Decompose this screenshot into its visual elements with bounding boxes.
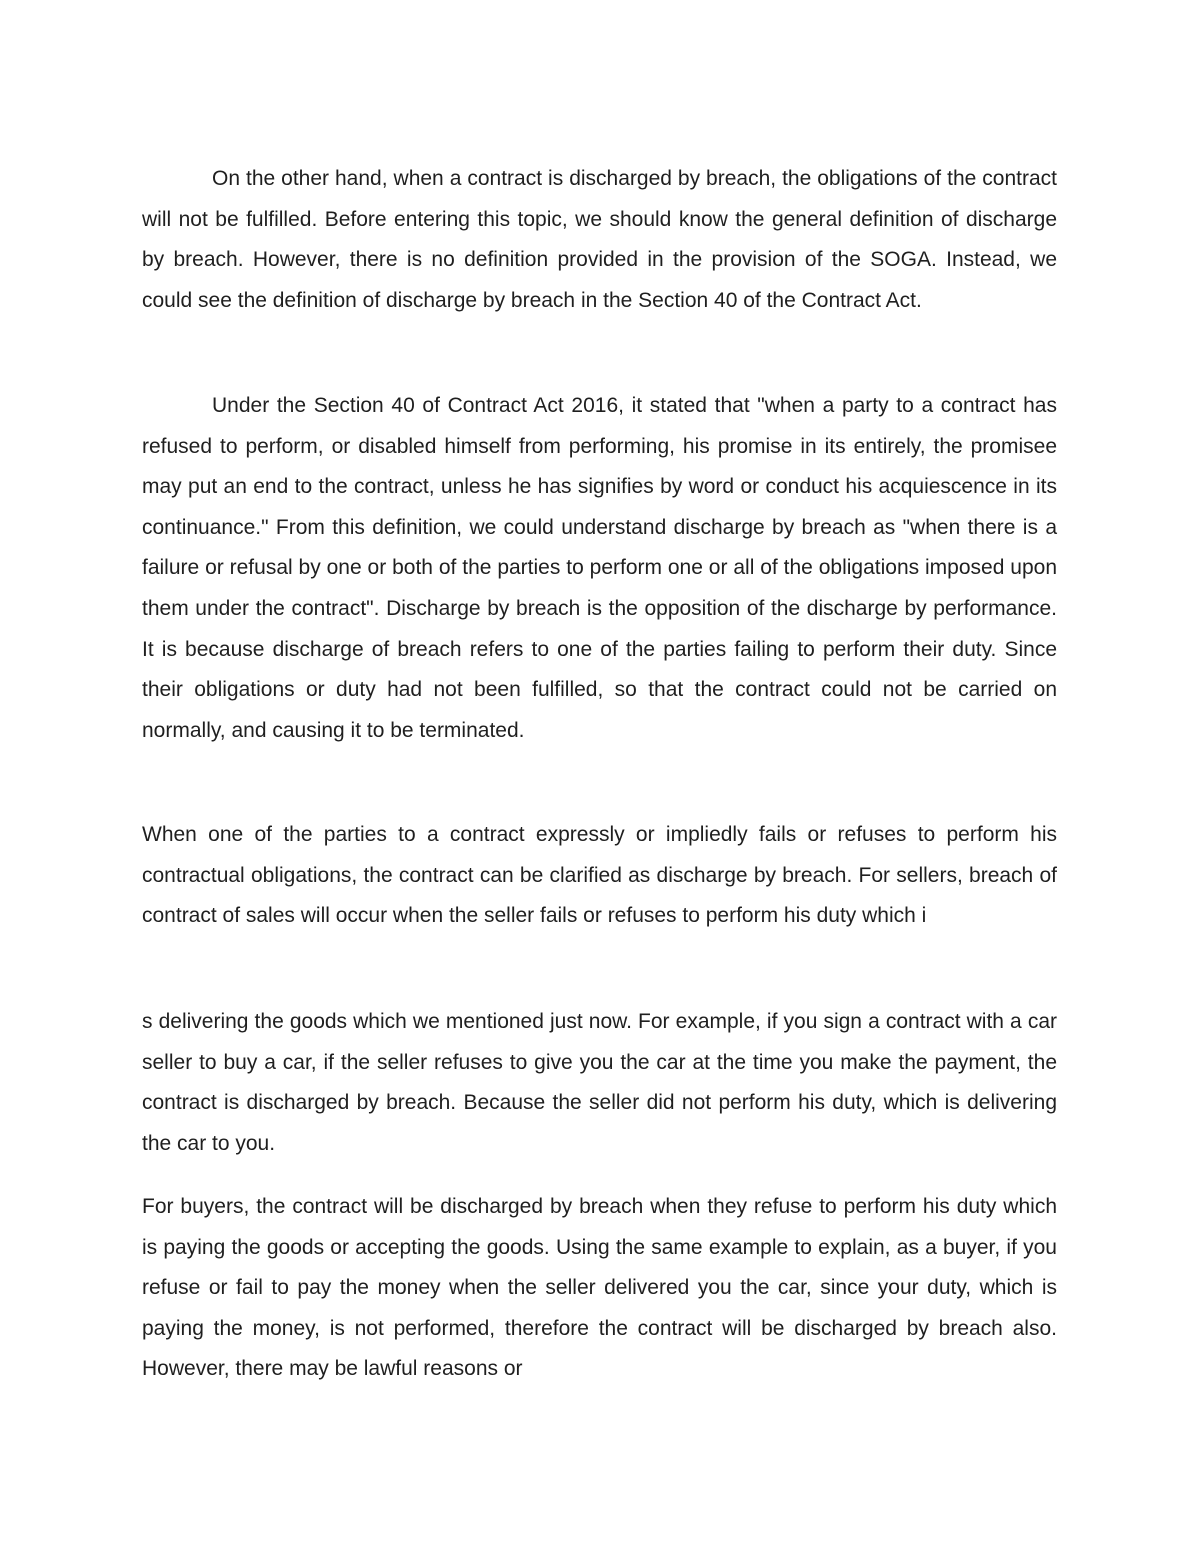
paragraph-breach-buyers: For buyers, the contract will be discharged by breach when they refuse to perform his duty which is paying the goods or accepting the goods. Using the same example to explain, as a buyer, if you refuse or fail to pay the money when the seller delivered you the car, since your duty, which is paying the money, is not performed, therefore the contract will be discharged by breach also. However, there may be lawful reasons or (142, 1195, 1057, 1381)
paragraph-breach-sellers: When one of the parties to a contract expressly or impliedly fails or refuses to perform his contractual obligations, the contract can be clarified as discharge by breach. For sellers, breach of contract of sales will occur when the seller fails or refuses to perform his duty which i (142, 823, 1057, 928)
paragraph-car-example: s delivering the goods which we mentioned just now. For example, if you sign a contract with a car seller to buy a car, if the seller refuses to give you the car at the time you make the payment, the contract is discharged by breach. Because the seller did not perform his duty, which is delivering the car to you. (142, 1010, 1057, 1155)
paragraph-section-40: Under the Section 40 of Contract Act 2016, it stated that "when a party to a contract has refused to perform, or disabled himself from performing, his promise in its entirely, the promisee may put an end to the contract, unless he has signifies by word or conduct his acquiescence in its continuance." From this definition, we could understand discharge by breach as "when there is a failure or refusal by one or both of the parties to perform one or all of the obligations imposed upon them under the contract". Discharge by breach is the opposition of the discharge by performance. It is because discharge of breach refers to one of the parties failing to perform their duty. Since their obligations or duty had not been fulfilled, so that the contract could not be carried on normally, and causing it to be terminated. (142, 394, 1057, 742)
paragraph-discharge-intro: On the other hand, when a contract is discharged by breach, the obligations of the contract will not be fulfilled. Before entering this topic, we should know the general definition of discharge by breach. However, there is no definition provided in the provision of the SOGA. Instead, we could see the definition of discharge by breach in the Section 40 of the Contract Act. (142, 167, 1057, 312)
